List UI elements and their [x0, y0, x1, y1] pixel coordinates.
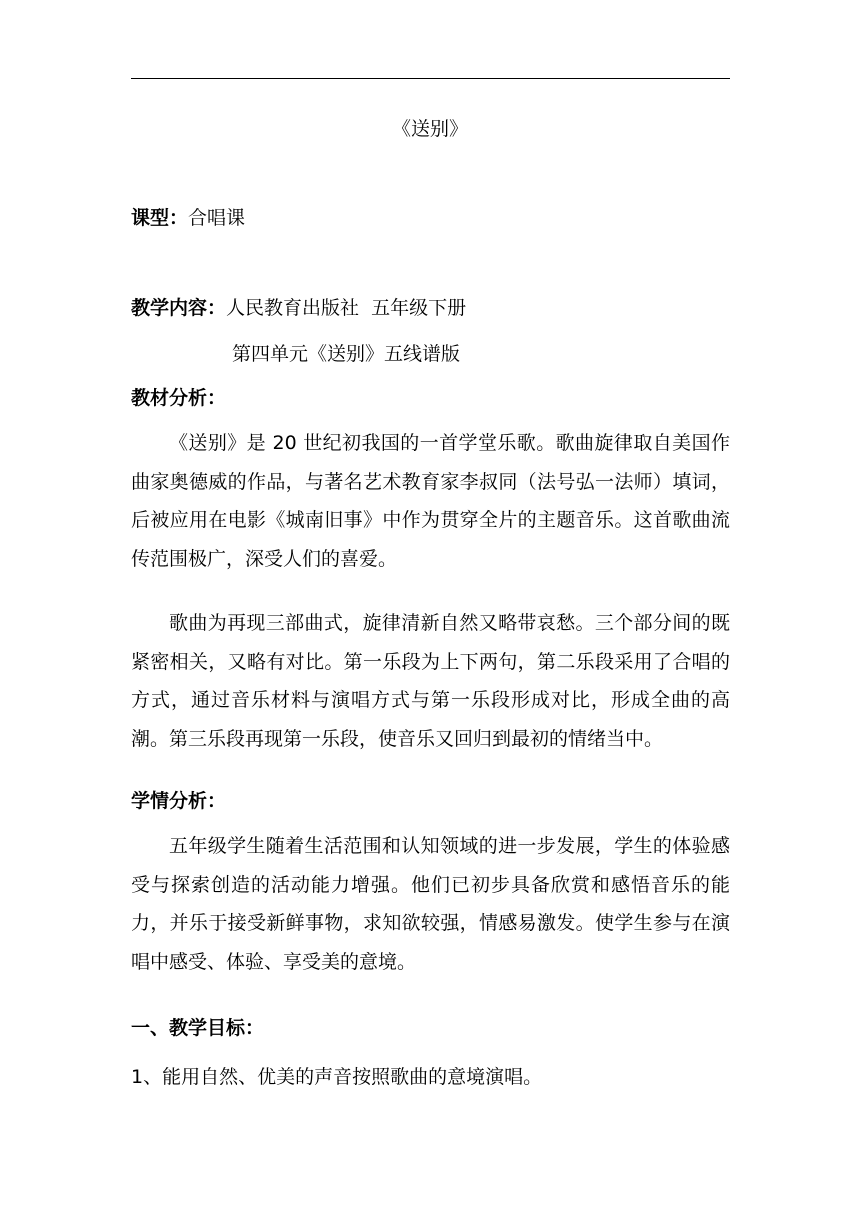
student-analysis-heading: 学情分析： [131, 790, 227, 812]
course-type-label: 课型： [131, 207, 189, 229]
header-rule [131, 78, 730, 79]
student-analysis-paragraph: 五年级学生随着生活范围和认知领域的进一步发展，学生的体验感受与探索创造的活动能力增强。他们已初步具备欣赏和感悟音乐的能力，并乐于接受新鲜事物，求知欲较强，情感易激发。使学生参与在演唱中感受、体验、享受美的意境。 [131, 835, 730, 973]
teaching-content-row [131, 294, 466, 322]
teaching-content-line2: 第四单元《送别》五线谱版 [232, 343, 461, 365]
document-title: 《送别》 [391, 118, 468, 140]
teaching-content-label: 教学内容： [131, 297, 227, 319]
teaching-content-line1: 人民教育出版社 五年级下册 [226, 297, 467, 319]
material-analysis-paragraph-1: 《送别》是 20 世纪初我国的一首学堂乐歌。歌曲旋律取自美国作曲家奥德威的作品，与著名艺术教育家李叔同（法号弘一法师）填词，后被应用在电影《城南旧事》中作为贯穿全片的主题音乐。这首歌曲流传范围极广，深受人们的喜爱。 [131, 432, 730, 570]
course-type-row [131, 204, 245, 232]
objectives-heading: 一、教学目标： [131, 1017, 265, 1039]
material-analysis-paragraph-2: 歌曲为再现三部曲式，旋律清新自然又略带哀愁。三个部分间的既紧密相关，又略有对比。第一乐段为上下两句，第二乐段采用了合唱的方式，通过音乐材料与演唱方式与第一乐段形成对比，形成全曲的高潮。第三乐段再现第一乐段，使音乐又回归到最初的情绪当中。 [131, 612, 730, 750]
material-analysis-heading: 教材分析： [131, 387, 227, 409]
objective-item-1: 1、能用自然、优美的声音按照歌曲的意境演唱。 [131, 1066, 543, 1088]
course-type-value: 合唱课 [188, 207, 246, 229]
